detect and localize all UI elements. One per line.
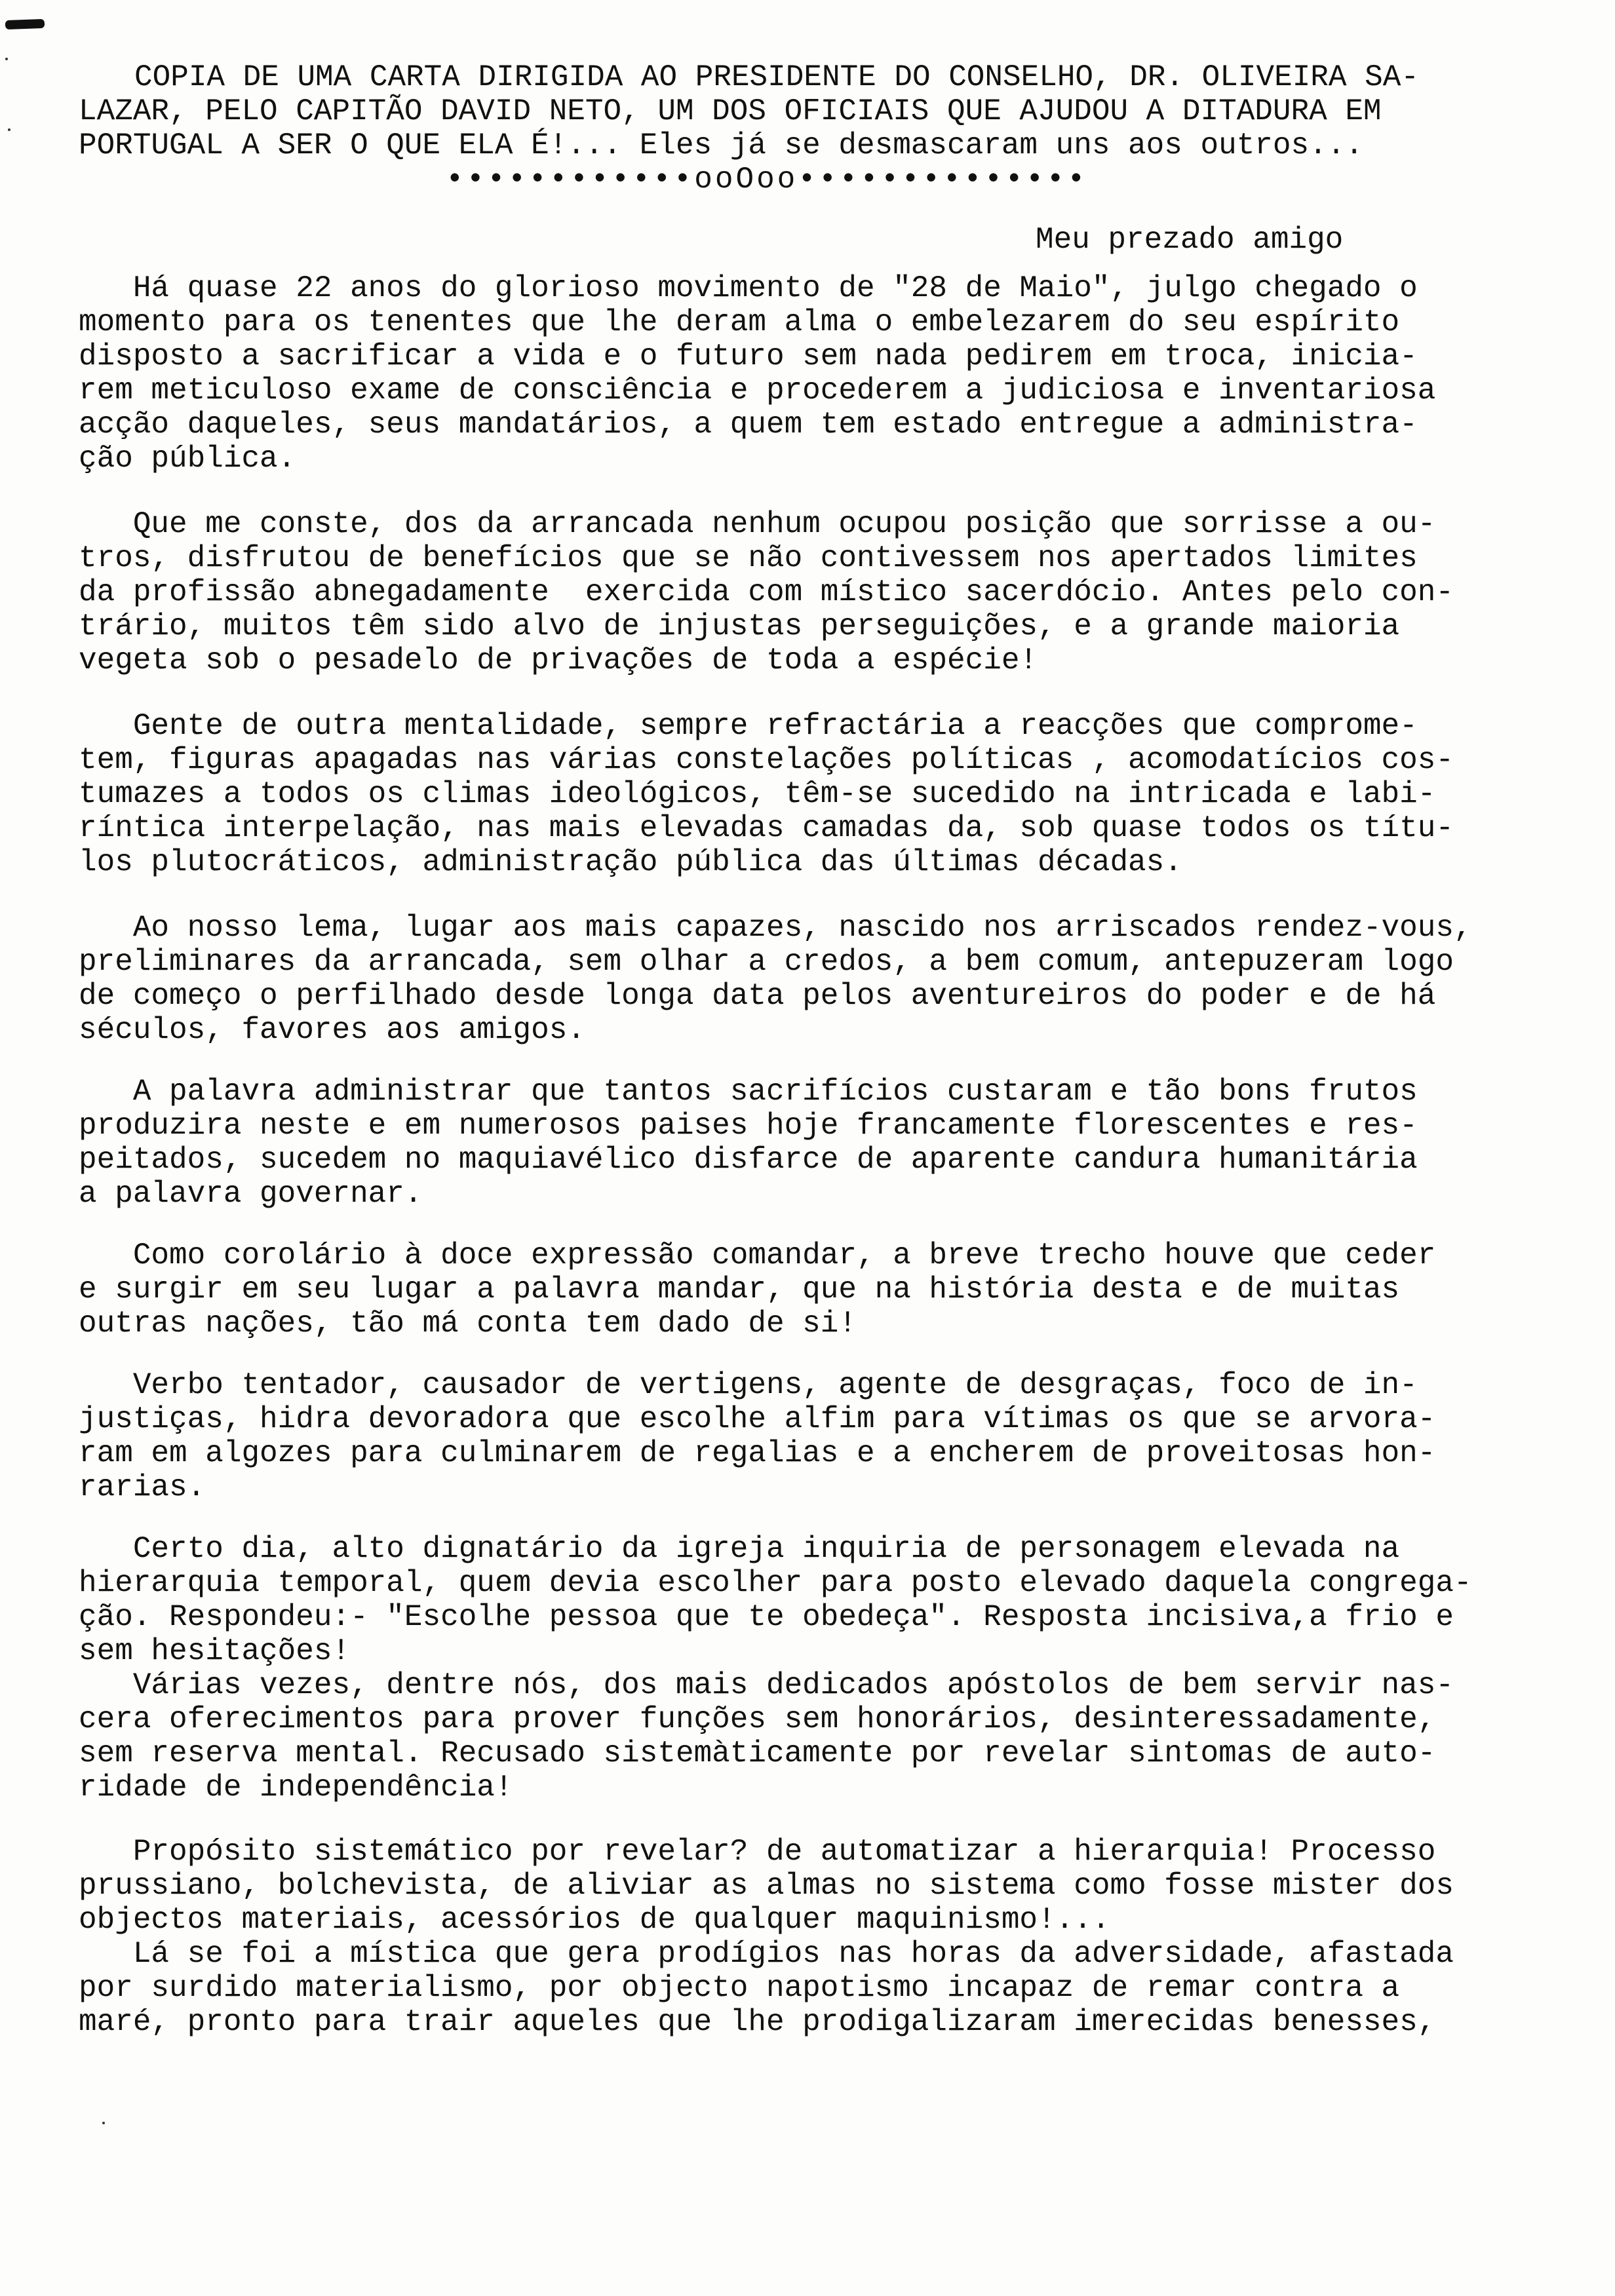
header-line: PORTUGAL A SER O QUE ELA É!... Eles já se desmascaram uns aos outros... [79,128,1363,163]
text-line: Que me conste, dos da arrancada nenhum ocupou posição que sorrisse a ou- [79,507,1436,541]
text-line: acção daqueles, seus mandatários, a quem tem estado entregue a administra- [79,408,1418,442]
text-line: tumazes a todos os climas ideológicos, têm-se sucedido na intricada e labi- [79,777,1436,811]
text-line: sem reserva mental. Recusado sistemàticamente por revelar sintomas de auto- [79,1736,1436,1770]
text-line: Certo dia, alto dignatário da igreja inquiria de personagem elevada na [79,1532,1400,1566]
speck [8,128,10,131]
text-line: rem meticuloso exame de consciência e procederem a judiciosa e inventariosa [79,373,1436,408]
text-line: cera oferecimentos para prover funções sem honorários, desinteressadamente, [79,1702,1436,1736]
speck [102,2122,105,2124]
text-line: vegeta sob o pesadelo de privações de toda a espécie! [79,643,1038,678]
text-line: rarias. [79,1470,206,1504]
text-line: Como corolário à doce expressão comandar, a breve trecho houve que ceder [79,1238,1436,1272]
header-line: COPIA DE UMA CARTA DIRIGIDA AO PRESIDENTE DO CONSELHO, DR. OLIVEIRA SA- [134,60,1419,94]
text-line: disposto a sacrificar a vida e o futuro sem nada pedirem em troca, inicia- [79,339,1418,373]
text-line: e surgir em seu lugar a palavra mandar, que na história desta e de muitas [79,1272,1400,1307]
text-line: séculos, favores aos amigos. [79,1013,585,1047]
text-line: A palavra administrar que tantos sacrifícios custaram e tão bons frutos [79,1075,1418,1109]
text-line: prussiano, bolchevista, de aliviar as almas no sistema como fosse mister dos [79,1869,1454,1903]
text-line: los plutocráticos, administração pública das últimas décadas. [79,845,1182,879]
text-line: momento para os tenentes que lhe deram alma o embelezarem do seu espírito [79,305,1400,339]
text-line: a palavra governar. [79,1177,423,1211]
text-line: sem hesitações! [79,1634,351,1668]
text-line: justiças, hidra devoradora que escolhe alfim para vítimas os que se arvora- [79,1402,1436,1436]
text-line: maré, pronto para trair aqueles que lhe prodigalizaram imerecidas benesses, [79,2005,1436,2039]
text-line: Ao nosso lema, lugar aos mais capazes, nascido nos arriscados rendez-vous, [79,911,1472,945]
salutation: Meu prezado amigo [1036,223,1344,257]
header-line: LAZAR, PELO CAPITÃO DAVID NETO, UM DOS OFICIAIS QUE AJUDOU A DITADURA EM [79,94,1382,128]
text-line: produzira neste e em numerosos paises hoje francamente florescentes e res- [79,1109,1418,1143]
text-line: outras nações, tão má conta tem dado de si! [79,1307,857,1341]
text-line: hierarquia temporal, quem devia escolher para posto elevado daquela congrega- [79,1566,1472,1600]
text-line: ram em algozes para culminarem de regalias e a encherem de proveitosas hon- [79,1436,1436,1470]
text-line: ção. Respondeu:- "Escolhe pessoa que te obedeça". Resposta incisiva,a frio e [79,1600,1454,1634]
speck [5,58,8,60]
text-line: Propósito sistemático por revelar? de automatizar a hierarquia! Processo [79,1835,1436,1869]
text-line: Várias vezes, dentre nós, dos mais dedicados apóstolos de bem servir nas- [79,1668,1454,1702]
text-line: tros, disfrutou de benefícios que se não contivessem nos apertados limites [79,541,1418,575]
text-line: ção pública. [79,442,296,476]
text-line: preliminares da arrancada, sem olhar a credos, a bem comum, antepuzeram logo [79,945,1454,979]
text-line: objectos materiais, acessórios de qualquer maquinismo!... [79,1903,1110,1937]
text-line: de começo o perfilhado desde longa data pelos aventureiros do poder e de há [79,979,1436,1013]
text-line: tem, figuras apagadas nas várias constelações políticas , acomodatícios cos- [79,743,1454,777]
text-line: da profissão abnegadamente exercida com místico sacerdócio. Antes pelo con- [79,575,1454,609]
separator-line: ••••••••••••ooOoo•••••••••••••• [446,163,1088,197]
ink-mark [5,19,45,29]
text-line: Verbo tentador, causador de vertigens, agente de desgraças, foco de in- [79,1368,1418,1402]
text-line: por surdido materialismo, por objecto napotismo incapaz de remar contra a [79,1971,1400,2005]
text-line: peitados, sucedem no maquiavélico disfarce de aparente candura humanitária [79,1143,1418,1177]
text-line: ridade de independência! [79,1770,513,1805]
text-line: ríntica interpelação, nas mais elevadas camadas da, sob quase todos os títu- [79,811,1454,845]
text-line: trário, muitos têm sido alvo de injustas perseguições, e a grande maioria [79,609,1400,643]
text-line: Gente de outra mentalidade, sempre refractária a reacções que comprome- [79,709,1418,743]
text-line: Lá se foi a mística que gera prodígios nas horas da adversidade, afastada [79,1937,1454,1971]
text-line: Há quase 22 anos do glorioso movimento de "28 de Maio", julgo chegado o [79,271,1418,305]
